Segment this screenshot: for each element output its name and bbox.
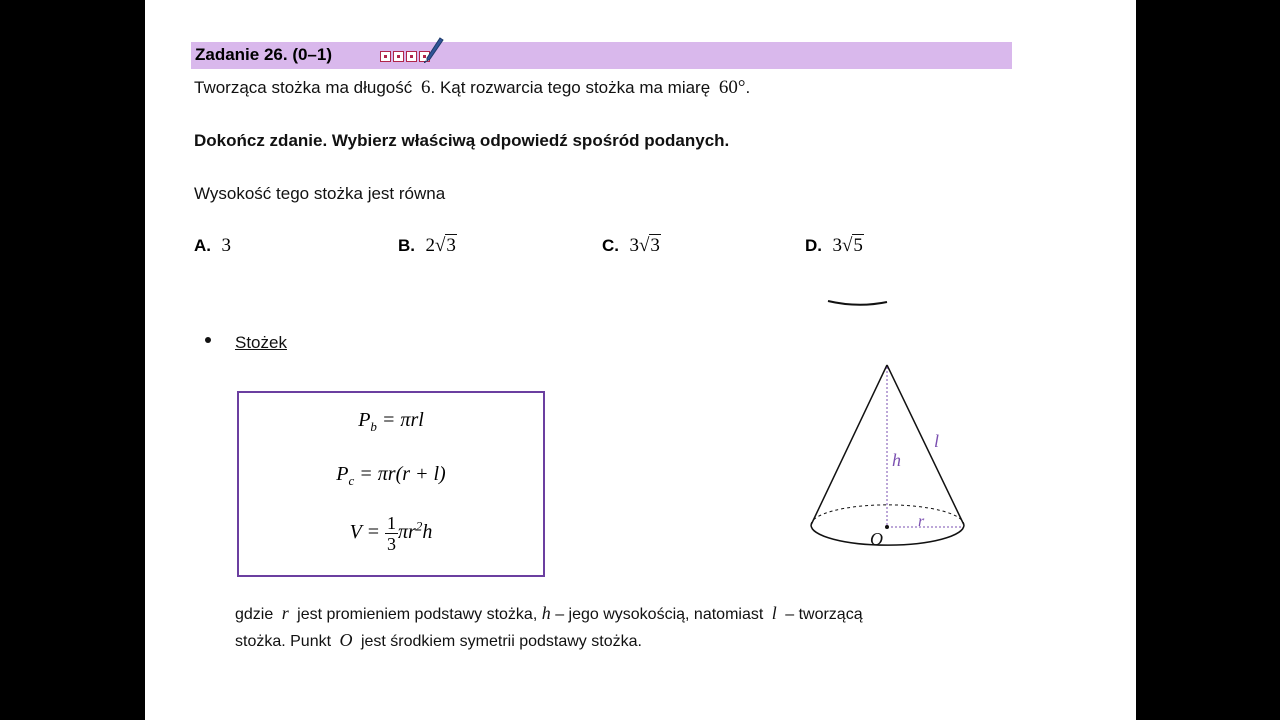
answer-coefficient: 3 xyxy=(629,235,639,256)
cone-diagram xyxy=(800,355,980,565)
question-line xyxy=(194,77,750,99)
cone-slant-edge xyxy=(887,365,964,525)
answer-coefficient: 3 xyxy=(832,235,842,256)
answer-option-b[interactable]: B. 2√3 xyxy=(398,235,456,256)
length-value: 6 xyxy=(421,77,431,98)
var-r: r xyxy=(281,603,289,623)
section-title: Stożek xyxy=(235,333,287,352)
formula-subscript: c xyxy=(348,473,355,488)
explanation-line-1 xyxy=(235,603,863,624)
explanation-text: – tworzącą xyxy=(785,606,863,623)
volume-formula xyxy=(239,513,543,554)
explanation-line-2 xyxy=(235,630,642,651)
pen-icon xyxy=(424,37,444,63)
checkbox-row xyxy=(380,51,430,62)
fraction xyxy=(385,513,398,554)
checkbox-icon xyxy=(380,51,391,62)
answer-letter: A. xyxy=(194,236,211,255)
answer-option-a[interactable] xyxy=(194,235,231,257)
question-text: Tworząca stożka ma długość xyxy=(194,78,413,97)
formula-subscript: b xyxy=(370,419,377,434)
lateral-area-formula xyxy=(239,409,543,435)
formula-symbol: P xyxy=(358,409,371,431)
label-h: h xyxy=(892,450,901,470)
answer-radicand: 5 xyxy=(853,235,863,256)
formula-symbol: P xyxy=(336,463,349,485)
formula-box xyxy=(237,391,545,577)
formula-expression: = πr(r + l) xyxy=(354,463,446,485)
checkbox-icon xyxy=(393,51,404,62)
explanation-text: jest promieniem podstawy stożka, xyxy=(297,606,538,623)
var-l: l xyxy=(771,603,777,623)
explanation-text: – jego wysokością, natomiast xyxy=(555,606,764,623)
answer-letter: B. xyxy=(398,236,415,255)
explanation-text: stożka. Punkt xyxy=(235,633,332,650)
answer-radicand: 3 xyxy=(446,235,456,256)
curve-mark xyxy=(825,296,891,310)
answer-option-c[interactable]: C. 3√3 xyxy=(602,235,660,256)
explanation-text: gdzie xyxy=(235,606,274,623)
formula-expression: h xyxy=(422,521,433,544)
explanation-text: jest środkiem symetrii podstawy stożka. xyxy=(360,633,642,650)
label-r: r xyxy=(918,513,925,530)
label-o: O xyxy=(870,529,883,549)
label-l: l xyxy=(934,431,940,451)
exam-page xyxy=(145,0,1136,720)
center-point xyxy=(885,525,889,529)
angle-value: 60° xyxy=(718,77,746,98)
answer-value: 3 xyxy=(221,235,231,256)
var-o: O xyxy=(339,630,353,650)
question-stem: Wysokość tego stożka jest równa xyxy=(194,184,446,203)
question-text: . xyxy=(745,78,751,97)
task-title: Zadanie 26. (0–1) xyxy=(195,45,333,64)
formula-exponent: 2 xyxy=(415,518,423,534)
answer-coefficient: 2 xyxy=(425,235,435,256)
formula-expression: = πrl xyxy=(376,409,424,431)
fraction-numerator: 1 xyxy=(387,513,397,533)
task-header xyxy=(191,42,1012,69)
total-area-formula xyxy=(239,463,543,489)
formula-symbol: V = xyxy=(349,521,386,544)
bullet-icon xyxy=(205,337,211,343)
var-h: h xyxy=(541,603,551,623)
checkbox-icon xyxy=(406,51,417,62)
answer-letter: C. xyxy=(602,236,619,255)
answer-radicand: 3 xyxy=(650,235,660,256)
answer-option-d[interactable]: D. 3√5 xyxy=(805,235,863,256)
formula-expression: πr xyxy=(398,521,416,544)
cone-left-edge xyxy=(811,365,887,525)
answer-letter: D. xyxy=(805,236,822,255)
fraction-denominator: 3 xyxy=(387,534,397,554)
instruction: Dokończ zdanie. Wybierz właściwą odpowiedź spośród podanych. xyxy=(194,131,730,150)
question-text: . Kąt rozwarcia tego stożka ma miarę xyxy=(430,78,711,97)
